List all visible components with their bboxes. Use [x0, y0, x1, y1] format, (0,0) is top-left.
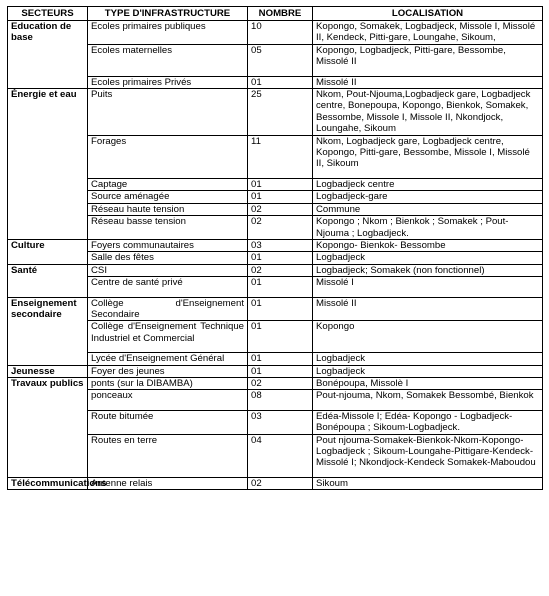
localisation-cell: Kopongo, Somakek, Logbadjeck, Missole I, Missolé II, Kendeck, Pitti-gare, Loungahe, Sikoum,	[313, 21, 543, 45]
table-row	[8, 477, 543, 489]
spacer-cell	[8, 68, 88, 77]
localisation-cell: Pout-njouma, Nkom, Somakek Bessombé, Bienkok	[313, 390, 543, 402]
sector-cell	[8, 321, 88, 344]
sector-name: Education de base	[8, 21, 88, 45]
sector-name: Télécommunications	[8, 477, 88, 489]
nombre-cell: 01	[248, 76, 313, 88]
spacer-cell	[313, 68, 543, 77]
header-nombre: NOMBRE	[248, 7, 313, 21]
type-cell: Lycée d'Enseignement Général	[88, 353, 248, 365]
table-row	[8, 191, 543, 203]
localisation-cell: Kopongo	[313, 321, 543, 344]
table-row	[8, 89, 543, 136]
type-cell: Ecoles maternelles	[88, 44, 248, 67]
sector-cell	[8, 44, 88, 67]
nombre-cell: 04	[248, 434, 313, 469]
sector-cell	[8, 76, 88, 88]
sector-name: Santé	[8, 264, 88, 276]
table-row	[8, 365, 543, 377]
infrastructure-table	[7, 6, 543, 490]
table-row	[8, 203, 543, 215]
header-localisation: LOCALISATION	[313, 7, 543, 21]
type-cell: Salle des fêtes	[88, 252, 248, 264]
spacer-cell	[8, 402, 88, 411]
table-body	[8, 21, 543, 490]
table-row	[8, 434, 543, 469]
localisation-cell: Kopongo, Logbadjeck, Pitti-gare, Bessombe, Missolé II	[313, 44, 543, 67]
type-cell: ponceaux	[88, 390, 248, 402]
nombre-cell: 10	[248, 21, 313, 45]
localisation-cell: Pout njouma-Somakek-Bienkok-Nkom-Kopongo-Logbadjeck ; Sikoum-Loungahe-Pittigare-Kendeck-Missolé I; Nkondjock-Kendeck Somakek-Maboudou	[313, 434, 543, 469]
type-cell: Forages	[88, 135, 248, 170]
sector-cell	[8, 434, 88, 469]
spacer-cell	[8, 170, 88, 179]
sector-cell	[8, 390, 88, 402]
spacer-cell	[248, 289, 313, 298]
table-row	[8, 135, 543, 170]
localisation-cell: Kopongo- Bienkok- Bessombe	[313, 239, 543, 251]
localisation-cell: Nkom, Logbadjeck gare, Logbadjeck centre, Kopongo, Pitti-gare, Bessombe, Missole I, Missolé II, Sikoum	[313, 135, 543, 170]
type-cell: Collège d'Enseignement Technique Industriel et Commercial	[88, 321, 248, 344]
type-cell: Antenne relais	[88, 477, 248, 489]
localisation-cell: Bonépoupa, Missolè I	[313, 377, 543, 389]
sector-cell	[8, 252, 88, 264]
type-cell: Route bitumée	[88, 410, 248, 434]
spacer-cell	[248, 170, 313, 179]
nombre-cell: 02	[248, 377, 313, 389]
table-row	[8, 44, 543, 67]
nombre-cell: 02	[248, 264, 313, 276]
localisation-cell: Logbadjeck-gare	[313, 191, 543, 203]
nombre-cell: 01	[248, 365, 313, 377]
spacer-cell	[88, 289, 248, 298]
nombre-cell: 02	[248, 216, 313, 240]
sector-name: Enseignement secondaire	[8, 297, 88, 321]
spacer-cell	[88, 402, 248, 411]
spacer-cell	[248, 469, 313, 478]
spacer-cell	[8, 469, 88, 478]
nombre-cell: 01	[248, 297, 313, 321]
nombre-cell: 01	[248, 277, 313, 289]
sector-cell	[8, 203, 88, 215]
table-row	[8, 321, 543, 344]
type-cell: Routes en terre	[88, 434, 248, 469]
header-type: TYPE D'INFRASTRUCTURE	[88, 7, 248, 21]
table-row	[8, 390, 543, 402]
table-row	[8, 277, 543, 289]
type-cell: Captage	[88, 178, 248, 190]
nombre-cell: 01	[248, 353, 313, 365]
sector-cell	[8, 135, 88, 170]
localisation-cell: Logbadjeck	[313, 353, 543, 365]
type-cell: Réseau basse tension	[88, 216, 248, 240]
sector-cell	[8, 191, 88, 203]
table-row	[8, 216, 543, 240]
nombre-cell: 01	[248, 178, 313, 190]
header-secteurs: SECTEURS	[8, 7, 88, 21]
type-cell: Collège d'Enseignement Secondaire	[88, 297, 248, 321]
nombre-cell: 05	[248, 44, 313, 67]
type-cell: Puits	[88, 89, 248, 136]
header-row	[8, 7, 543, 21]
spacer-cell	[88, 469, 248, 478]
spacer-cell	[88, 344, 248, 353]
spacer-cell	[8, 289, 88, 298]
sector-name: Travaux publics	[8, 377, 88, 389]
nombre-cell: 03	[248, 410, 313, 434]
sector-name: Culture	[8, 239, 88, 251]
spacer-cell	[313, 344, 543, 353]
nombre-cell: 08	[248, 390, 313, 402]
type-cell: Ecoles primaires publiques	[88, 21, 248, 45]
type-cell: CSI	[88, 264, 248, 276]
spacer-row	[8, 68, 543, 77]
localisation-cell: Missolé II	[313, 297, 543, 321]
type-cell: Ecoles primaires Privés	[88, 76, 248, 88]
type-cell: Centre de santé privé	[88, 277, 248, 289]
table-row	[8, 21, 543, 45]
table-row	[8, 264, 543, 276]
localisation-cell: Logbadjeck	[313, 252, 543, 264]
nombre-cell: 25	[248, 89, 313, 136]
sector-cell	[8, 353, 88, 365]
sector-cell	[8, 178, 88, 190]
localisation-cell: Logbadjeck centre	[313, 178, 543, 190]
nombre-cell: 02	[248, 203, 313, 215]
localisation-cell: Kopongo ; Nkom ; Bienkok ; Somakek ; Pout-Njouma ; Logbadjeck.	[313, 216, 543, 240]
type-cell: Source aménagée	[88, 191, 248, 203]
localisation-cell: Missolé I	[313, 277, 543, 289]
spacer-cell	[248, 68, 313, 77]
nombre-cell: 02	[248, 477, 313, 489]
spacer-cell	[88, 68, 248, 77]
type-cell: Réseau haute tension	[88, 203, 248, 215]
type-cell: Foyers communautaires	[88, 239, 248, 251]
spacer-row	[8, 469, 543, 478]
localisation-cell: Logbadjeck; Somakek (non fonctionnel)	[313, 264, 543, 276]
spacer-cell	[313, 170, 543, 179]
table-row	[8, 178, 543, 190]
nombre-cell: 11	[248, 135, 313, 170]
sector-cell	[8, 277, 88, 289]
table-row	[8, 377, 543, 389]
localisation-cell: Edéa-Missole I; Edéa- Kopongo - Logbadjeck-Bonépoupa ; Sikoum-Logbadjeck.	[313, 410, 543, 434]
type-cell: ponts (sur la DIBAMBA)	[88, 377, 248, 389]
table-row	[8, 297, 543, 321]
type-cell: Foyer des jeunes	[88, 365, 248, 377]
spacer-cell	[248, 402, 313, 411]
spacer-cell	[248, 344, 313, 353]
spacer-row	[8, 344, 543, 353]
spacer-cell	[313, 469, 543, 478]
localisation-cell: Nkom, Pout-Njouma,Logbadjeck gare, Logbadjeck centre, Bonepoupa, Kopongo, Bienkok, Somakek, Bessombe, Missole I, Missole II, Nkondjock, Loungahe, Sikoum	[313, 89, 543, 136]
spacer-cell	[313, 402, 543, 411]
spacer-cell	[8, 344, 88, 353]
sector-name: Énergie et eau	[8, 89, 88, 136]
table-row	[8, 252, 543, 264]
spacer-cell	[88, 170, 248, 179]
spacer-row	[8, 402, 543, 411]
table-row	[8, 353, 543, 365]
nombre-cell: 03	[248, 239, 313, 251]
spacer-cell	[313, 289, 543, 298]
localisation-cell: Logbadjeck	[313, 365, 543, 377]
nombre-cell: 01	[248, 191, 313, 203]
spacer-row	[8, 170, 543, 179]
nombre-cell: 01	[248, 321, 313, 344]
sector-cell	[8, 216, 88, 240]
table-row	[8, 239, 543, 251]
table-row	[8, 76, 543, 88]
sector-cell	[8, 410, 88, 434]
spacer-row	[8, 289, 543, 298]
localisation-cell: Sikoum	[313, 477, 543, 489]
table-row	[8, 410, 543, 434]
nombre-cell: 01	[248, 252, 313, 264]
sector-name: Jeunesse	[8, 365, 88, 377]
localisation-cell: Commune	[313, 203, 543, 215]
localisation-cell: Missolé II	[313, 76, 543, 88]
